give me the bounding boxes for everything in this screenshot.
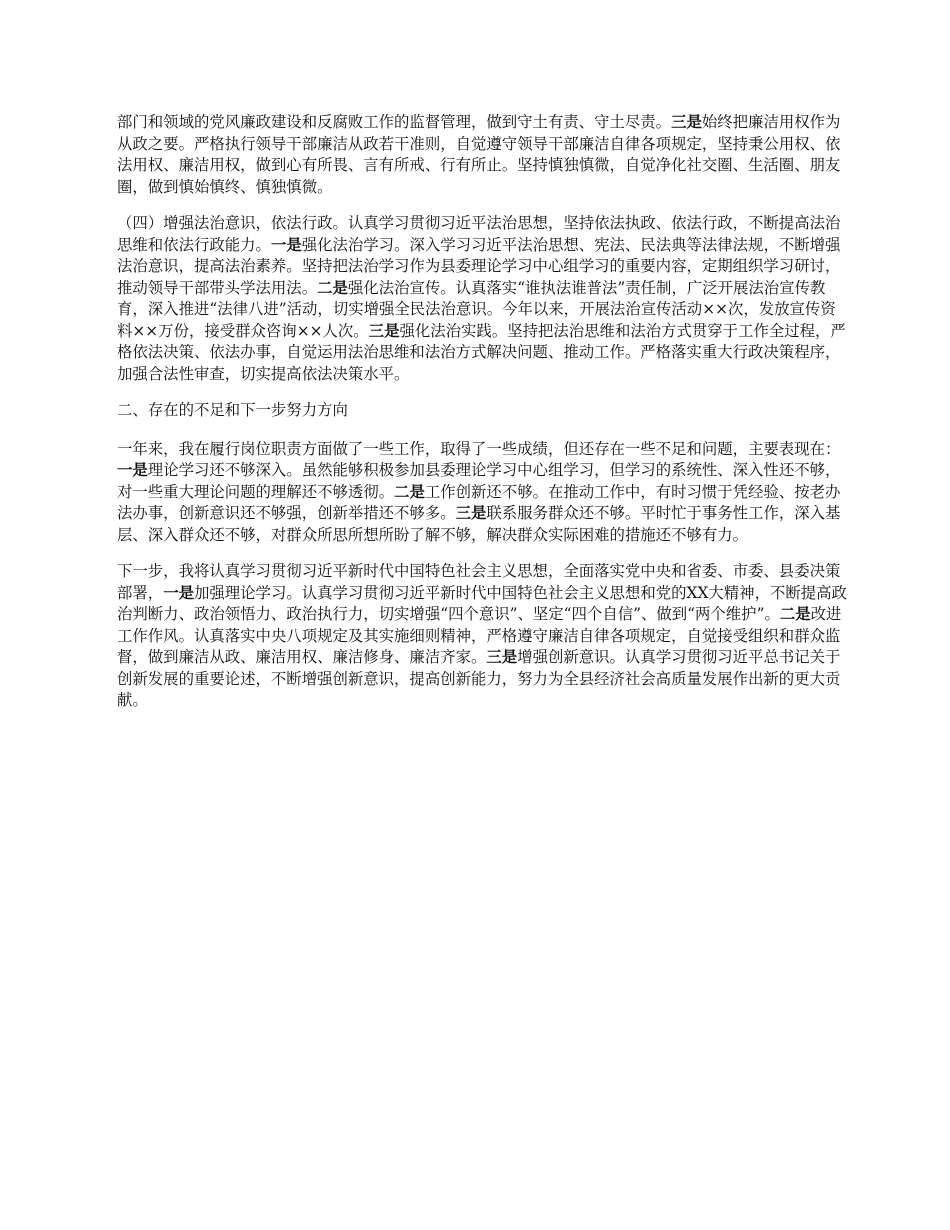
paragraph-text: 工作创新还不够。在推动工作中，有时习惯于凭经验、按老办法办事，创新意识还不够强，创新举措还不够多。 xyxy=(117,482,841,522)
section-heading xyxy=(117,400,851,422)
paragraph-marker-bold: 一是 xyxy=(270,235,302,254)
paragraph-rule-of-law xyxy=(117,213,851,385)
paragraph-text: 增强创新意识。认真学习贯彻习近平总书记关于创新发展的重要论述，不断增强创新意识，提高创新能力，努力为全县经济社会高质量发展作出新的更大贡献。 xyxy=(117,648,841,709)
paragraph-text: 联系服务群众还不够。平时忙于事务性工作，深入基层、深入群众还不够，对群众所思所想所盼了解不够，解决群众实际困难的措施还不够有力。 xyxy=(117,504,841,544)
paragraph-marker-bold: 一是 xyxy=(117,461,148,479)
section-heading-text: 二、存在的不足和下一步努力方向 xyxy=(117,401,348,419)
paragraph-text: 下一步，我将认真学习贯彻习近平新时代中国特色社会主义思想，全面落实党中央和省委、市委、县委决策部署， xyxy=(117,562,841,602)
paragraph-text: 部门和领域的党风廉政建设和反腐败工作的监督管理，做到守土有责、守土尽责。 xyxy=(117,113,672,131)
document-body xyxy=(117,112,851,727)
paragraph-next-steps xyxy=(117,561,851,712)
paragraph-marker-bold: 一是 xyxy=(163,583,194,602)
paragraph-shortcomings xyxy=(117,439,851,547)
paragraph-text: 强化法治宣传。认真落实“谁执法谁普法”责任制，广泛开展法治宣传教育，深入推进“法律八进”活动，切实增强全民法治意识。今年以来，开展法治宣传活动××次，发放宣传资料××万份，接受群众咨询××人次。 xyxy=(117,278,836,340)
paragraph-discipline xyxy=(117,112,851,198)
paragraph-text: 始终把廉洁用权作为从政之要。严格执行领导干部廉洁从政若干准则，自觉遵守领导干部廉洁自律各项规定，坚持秉公用权、依法用权、廉洁用权，做到心有所畏、言有所戒、行有所止。坚持慎独慎微，自觉净化社交圈、生活圈、朋友圈，做到慎始慎终、慎独慎微。 xyxy=(117,113,841,196)
paragraph-marker-bold: 三是 xyxy=(455,504,487,522)
paragraph-marker-bold: 三是 xyxy=(671,113,702,131)
paragraph-text: 理论学习还不够深入。虽然能够积极参加县委理论学习中心组学习，但学习的系统性、深入性还不够，对一些重大理论问题的理解还不够透彻。 xyxy=(117,461,841,501)
paragraph-text: （四）增强法治意识，依法行政。认真学习贯彻习近平法治思想，坚持依法执政、依法行政，不断提高法治思维和依法行政能力。 xyxy=(117,214,841,254)
paragraph-marker-bold: 三是 xyxy=(368,321,400,340)
paragraph-marker-bold: 二是 xyxy=(317,278,348,297)
paragraph-text: 改进工作作风。认真落实中央八项规定及其实施细则精神，严格遵守廉洁自律各项规定，自觉接受组织和群众监督，做到廉洁从政、廉洁用权、廉洁修身、廉洁齐家。 xyxy=(117,605,842,666)
paragraph-text: 加强理论学习。认真学习贯彻习近平新时代中国特色社会主义思想和党的XX大精神，不断提高政治判断力、政治领悟力、政治执行力，切实增强“四个意识”、坚定“四个自信”、做到“两个维护”。 xyxy=(117,583,847,623)
paragraph-marker-bold: 二是 xyxy=(779,605,811,623)
paragraph-text: 强化法治学习。深入学习习近平法治思想、宪法、民法典等法律法规，不断增强法治意识，提高法治素养。坚持把法治学习作为县委理论学习中心组学习的重要内容，定期组织学习研讨，推动领导干部带头学法用法。 xyxy=(117,235,841,297)
paragraph-text: 强化法治实践。坚持把法治思维和法治方式贯穿于工作全过程，严格依法决策、依法办事，自觉运用法治思维和法治方式解决问题、推动工作。严格落实重大行政决策程序，加强合法性审查，切实提高依法决策水平。 xyxy=(117,321,846,383)
paragraph-text: 一年来，我在履行岗位职责方面做了一些工作，取得了一些成绩，但还存在一些不足和问题，主要表现在： xyxy=(117,439,841,458)
paragraph-marker-bold: 三是 xyxy=(486,648,518,666)
paragraph-marker-bold: 二是 xyxy=(394,482,425,501)
